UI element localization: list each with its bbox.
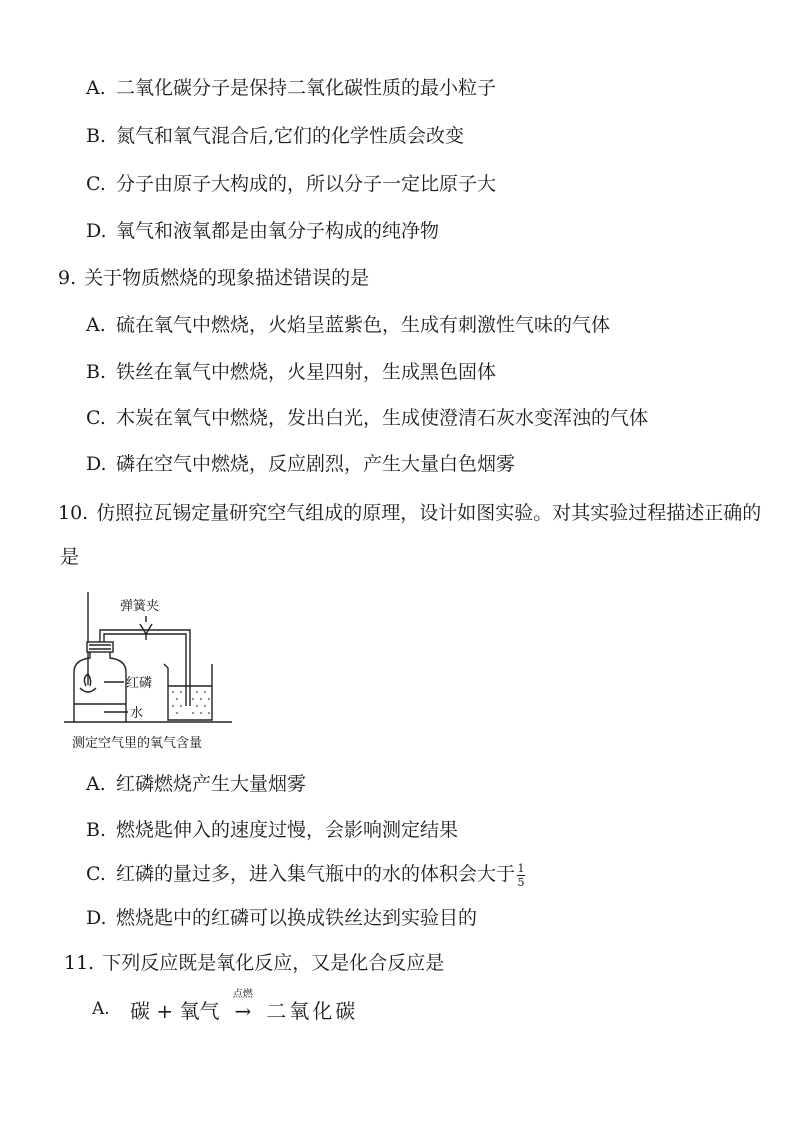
option-text: 木炭在氧气中燃烧，发出白光，生成使澄清石灰水变浑浊的气体 — [116, 407, 649, 429]
q10-stem-line1 — [58, 501, 761, 525]
figure-caption: 测定空气里的氧气含量 — [72, 736, 203, 751]
label-phosphorus: 红磷 — [126, 676, 153, 691]
label-water: 水 — [130, 706, 144, 721]
reaction-condition: 点燃 — [232, 989, 253, 1000]
q11-option-a — [92, 989, 359, 1024]
fraction-denominator: 5 — [517, 875, 525, 889]
stopper — [87, 642, 113, 652]
option-text: 硫在氧气中燃烧，火焰呈蓝紫色，生成有刺激性气味的气体 — [116, 314, 611, 336]
gas-bottle — [74, 648, 126, 722]
question-text: 仿照拉瓦锡定量研究空气组成的原理，设计如图实验。对其实验过程描述正确的 — [96, 502, 762, 524]
option-label: D. — [86, 453, 107, 475]
q8-option-b — [86, 124, 464, 148]
option-text: 氧气和液氧都是由氧分子构成的纯净物 — [116, 220, 440, 242]
reaction-arrow — [228, 989, 258, 1023]
option-text: 红磷的量过多，进入集气瓶中的水的体积会大于 — [116, 863, 516, 885]
q10-stem-line2 — [60, 545, 79, 569]
product: 二氧化碳 — [266, 999, 359, 1023]
apparatus-figure — [60, 590, 260, 755]
option-text: 铁丝在氧气中燃烧，火星四射，生成黑色固体 — [116, 361, 497, 383]
reactant-2: 氧气 — [179, 999, 220, 1023]
option-text: 燃烧匙中的红磷可以换成铁丝达到实验目的 — [116, 907, 478, 929]
option-label: B. — [86, 361, 107, 383]
question-text-cont: 是 — [60, 546, 80, 568]
plus-sign: + — [156, 999, 174, 1023]
question-text: 下列反应既是氧化反应，又是化合反应是 — [102, 952, 445, 974]
option-label: A. — [86, 314, 106, 336]
q11-stem — [64, 951, 444, 975]
q10-option-b — [86, 818, 458, 842]
spring-clamp — [140, 624, 152, 634]
q9-option-b — [86, 360, 496, 384]
q10-option-d — [86, 906, 477, 930]
option-text: 燃烧匙伸入的速度过慢，会影响测定结果 — [116, 819, 459, 841]
q8-option-c — [86, 172, 496, 196]
option-text: 分子由原子大构成的，所以分子一定比原子大 — [116, 173, 497, 195]
question-number: 11. — [64, 952, 95, 974]
q9-stem — [58, 266, 369, 290]
option-text: 二氧化碳分子是保持二氧化碳性质的最小粒子 — [116, 77, 497, 99]
beaker-water-dots — [172, 691, 210, 714]
option-label: A. — [86, 773, 106, 795]
q8-option-a — [86, 76, 496, 100]
combustion-spoon — [80, 688, 96, 692]
q9-option-a — [86, 313, 610, 337]
question-number: 9. — [58, 267, 77, 289]
question-number: 10. — [58, 502, 89, 524]
q9-option-d — [86, 452, 515, 476]
option-text: 磷在空气中燃烧，反应剧烈，产生大量白色烟雾 — [116, 453, 516, 475]
option-label: A. — [86, 77, 106, 99]
option-text: 红磷燃烧产生大量烟雾 — [116, 773, 307, 795]
option-label: A. — [92, 999, 110, 1019]
option-label: D. — [86, 907, 107, 929]
option-label: B. — [86, 819, 107, 841]
option-label: C. — [86, 863, 106, 885]
option-label: B. — [86, 125, 107, 147]
q10-option-a — [86, 772, 306, 796]
label-clamp: 弹簧夹 — [120, 599, 160, 614]
q8-option-d — [86, 219, 439, 243]
fraction-numerator: 1 — [517, 861, 525, 875]
question-text: 关于物质燃烧的现象描述错误的是 — [84, 267, 370, 289]
reactant-1: 碳 — [130, 999, 150, 1023]
arrow-glyph: → — [234, 999, 252, 1023]
q9-option-c — [86, 406, 648, 430]
q10-option-c — [86, 862, 525, 888]
option-text: 氮气和氧气混合后,它们的化学性质会改变 — [116, 125, 465, 147]
fraction — [517, 863, 525, 888]
option-label: C. — [86, 173, 106, 195]
option-label: D. — [86, 220, 107, 242]
option-label: C. — [86, 407, 106, 429]
